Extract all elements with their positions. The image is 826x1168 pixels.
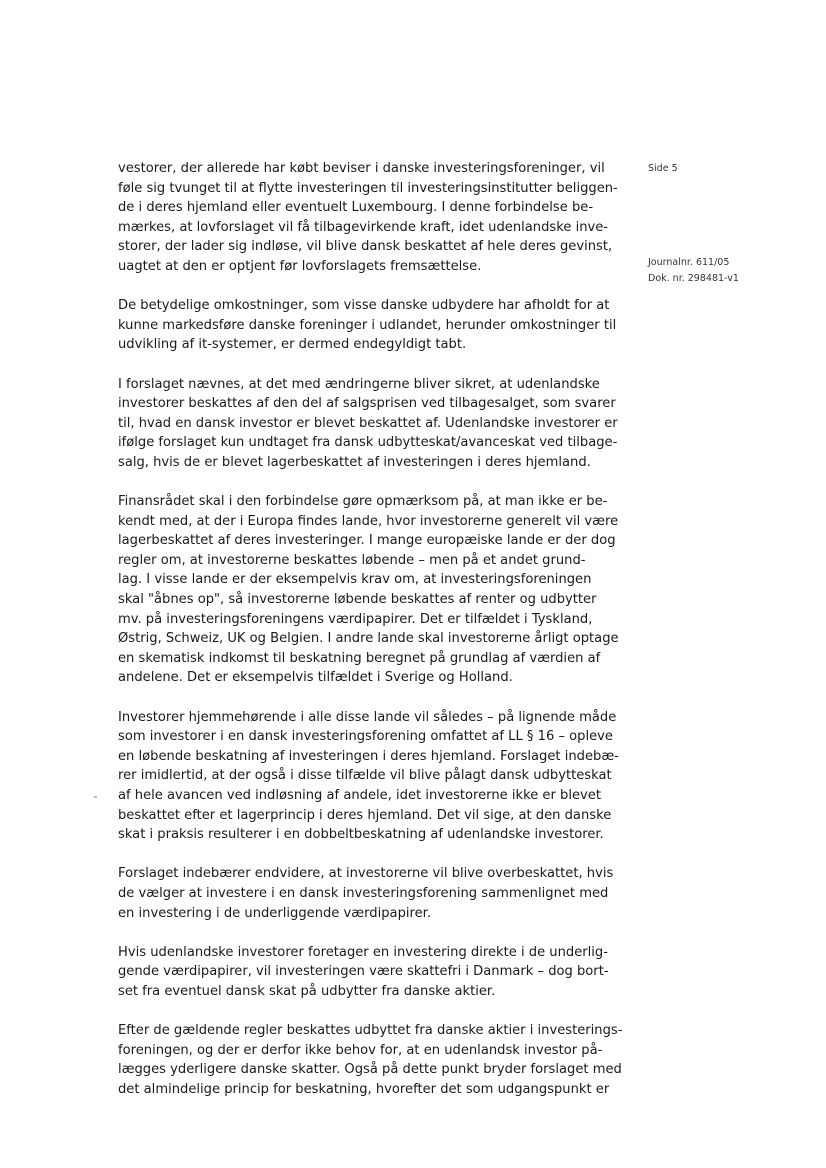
text-line: de i deres hjemland eller eventuelt Luxembourg. I denne forbindelse be- [118,200,594,216]
text-line: ifølge forslaget kun undtaget fra dansk udbytteskat/avanceskat ved tilbage- [118,435,618,451]
text-line: Investorer hjemmehørende i alle disse lande vil således – på lignende måde [118,709,617,725]
text-line: Østrig, Schweiz, UK og Belgien. I andre lande skal investorerne årligt optage [118,631,619,647]
paragraph [118,943,610,1002]
text-line: uagtet at den er optjent før lovforslagets fremsættelse. [118,258,482,274]
paragraph [118,375,618,473]
text-line: mærkes, at lovforslaget vil få tilbagevirkende kraft, idet udenlandske inve- [118,219,609,235]
text-line: De betydelige omkostninger, som visse danske udbydere har afholdt for at [118,298,610,314]
text-line: kendt med, at der i Europa findes lande, hvor investorerne generelt vil være [118,513,619,529]
paragraph [118,159,618,277]
text-line: lægges yderligere danske skatter. Også på dette punkt bryder forslaget med [118,1062,622,1078]
text-line: lagerbeskattet af deres investeringer. I mange europæiske lande er der dog [118,533,616,549]
paragraph [118,708,619,845]
text-line: Finansrådet skal i den forbindelse gøre opmærksom på, at man ikke er be- [118,494,608,510]
journal-number: Journalnr. 611/05 [648,257,730,268]
text-line: beskattet efter et lagerprincip i deres hjemland. Det vil sige, at den danske [118,807,612,823]
text-line: storer, der lader sig indløse, vil blive dansk beskattet af hele deres gevinst, [118,239,613,255]
scan-speck [94,796,97,798]
text-line: Efter de gældende regler beskattes udbyttet fra danske aktier i investerings- [118,1023,623,1039]
text-line: Forslaget indebærer endvidere, at investorerne vil blive overbeskattet, hvis [118,866,614,882]
text-line: set fra eventuel dansk skat på udbytter fra danske aktier. [118,983,496,999]
text-line: føle sig tvunget til at flytte investeringen til investeringsinstitutter beliggen- [118,180,618,196]
paragraph [118,1021,623,1099]
text-line: af hele avancen ved indløsning af andele, idet investorerne ikke er blevet [118,788,601,803]
text-line: kunne markedsføre danske foreninger i udlandet, herunder omkostninger til [118,317,617,333]
text-line: investorer beskattes af den del af salgsprisen ved tilbagesalget, som svarer [118,396,616,412]
text-line: til, hvad en dansk investor er blevet beskattet af. Udenlandske investorer er [118,415,618,431]
text-line: salg, hvis de er blevet lagerbeskattet af investeringen i deres hjemland. [118,454,591,470]
text-line: vestorer, der allerede har købt beviser i danske investeringsforeninger, vil [118,161,605,176]
document-number: Dok. nr. 298481-v1 [648,273,739,284]
text-line: gende værdipapirer, vil investeringen være skattefri i Danmark – dog bort- [118,964,609,980]
text-line: regler om, at investorerne beskattes løbende – men på et andet grund- [118,552,586,568]
text-line: det almindelige princip for beskatning, hvorefter det som udgangspunkt er [118,1081,610,1097]
paragraph [118,864,614,923]
text-line: rer imidlertid, at der også i disse tilfælde vil blive pålagt dansk udbytteskat [118,768,612,784]
page-number: Side 5 [648,163,678,174]
text-line: foreningen, og der er derfor ikke behov for, at en udenlandsk investor på- [118,1042,603,1058]
text-line: en løbende beskatning af investeringen i deres hjemland. Forslaget indebæ- [118,748,619,764]
text-line: skal "åbnes op", så investorerne løbende beskattes af renter og udbytter [118,592,597,608]
text-line: Hvis udenlandske investorer foretager en investering direkte i de underlig- [118,944,608,960]
paragraph [118,492,619,688]
text-line: de vælger at investere i en dansk investeringsforening sammenlignet med [118,885,609,901]
text-line: lag. I visse lande er der eksempelvis krav om, at investeringsforeningen [118,572,592,588]
text-line: andelene. Det er eksempelvis tilfældet i Sverige og Holland. [118,670,513,686]
text-line: en investering i de underliggende værdipapirer. [118,905,432,921]
text-line: I forslaget nævnes, at det med ændringerne bliver sikret, at udenlandske [118,376,600,392]
document-body [118,159,623,1119]
text-line: mv. på investeringsforeningens værdipapirer. Det er tilfældet i Tyskland, [118,611,593,627]
text-line: skat i praksis resulterer i en dobbeltbeskatning af udenlandske investorer. [118,827,604,843]
text-line: udvikling af it-systemer, er dermed endegyldigt tabt. [118,337,467,353]
paragraph [118,296,617,355]
text-line: en skematisk indkomst til beskatning beregnet på grundlag af værdien af [118,650,601,666]
text-line: som investorer i en dansk investeringsforening omfattet af LL § 16 – opleve [118,729,613,745]
